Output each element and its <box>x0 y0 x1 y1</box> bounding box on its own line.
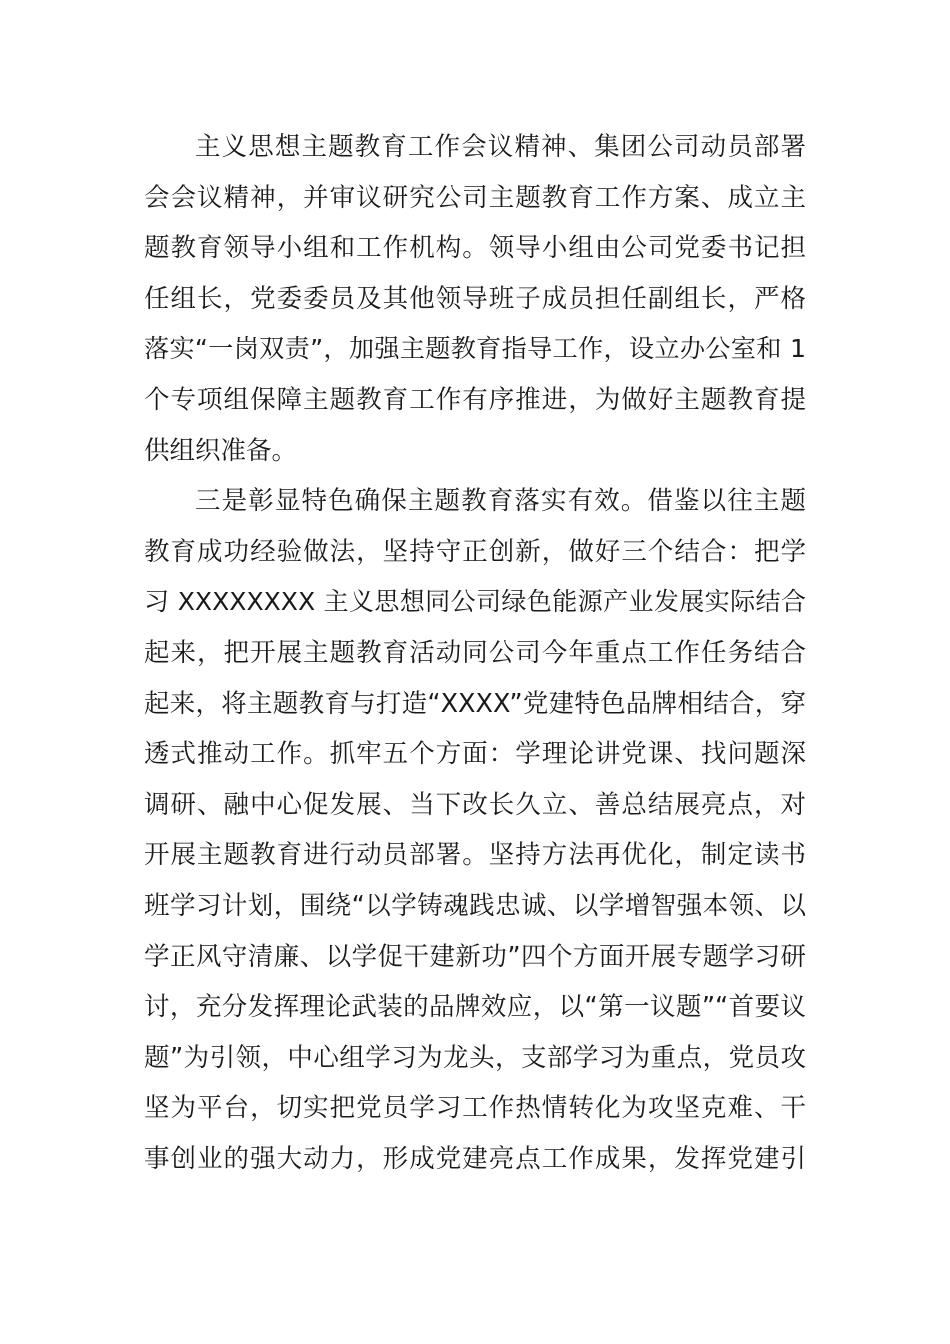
text-line: 透式推动工作。抓牢五个方面：学理论讲党课、找问题深 <box>144 739 806 770</box>
text-line: 会会议精神，并审议研究公司主题教育工作方案、成立主 <box>144 182 806 213</box>
text-line: 讨，充分发挥理论武装的品牌效应，以“第一议题”“首要议 <box>144 992 806 1023</box>
text-line: 调研、融中心促发展、当下改长久立、善总结展亮点，对 <box>144 789 806 820</box>
paragraph-1 <box>144 122 806 476</box>
body-text <box>144 122 806 1184</box>
text-line: 题教育领导小组和工作机构。领导小组由公司党委书记担 <box>144 233 806 264</box>
text-line: 落实“一岗双责”，加强主题教育指导工作，设立办公室和 1 <box>144 334 806 364</box>
text-line: 开展主题教育进行动员部署。坚持方法再优化，制定读书 <box>144 840 806 871</box>
text-line: 学正风守清廉、以学促干建新功”四个方面开展专题学习研 <box>144 941 806 972</box>
text-line: 供组织准备。 <box>144 435 298 466</box>
text-line: 题”为引领，中心组学习为龙头，支部学习为重点，党员攻 <box>144 1042 806 1073</box>
text-line: 三是彰显特色确保主题教育落实有效。借鉴以往主题 <box>195 486 806 517</box>
text-line: 班学习计划，围绕“以学铸魂践忠诚、以学增智强本领、以 <box>144 890 806 921</box>
text-line: 坚为平台，切实把党员学习工作热情转化为攻坚克难、干 <box>144 1093 806 1124</box>
text-line: 起来，将主题教育与打造“XXXX”党建特色品牌相结合，穿 <box>144 688 806 719</box>
text-line: 事创业的强大动力，形成党建亮点工作成果，发挥党建引 <box>144 1143 806 1174</box>
text-line: 个专项组保障主题教育工作有序推进，为做好主题教育提 <box>144 384 806 415</box>
paragraph-2 <box>144 476 806 1184</box>
text-line: 起来，把开展主题教育活动同公司今年重点工作任务结合 <box>144 637 806 668</box>
text-line: 任组长，党委委员及其他领导班子成员担任副组长，严格 <box>144 283 806 314</box>
text-line: 习 XXXXXXXX 主义思想同公司绿色能源产业发展实际结合 <box>144 587 806 617</box>
text-line: 教育成功经验做法，坚持守正创新，做好三个结合：把学 <box>144 536 806 567</box>
text-line: 主义思想主题教育工作会议精神、集团公司动员部署 <box>195 132 806 162</box>
